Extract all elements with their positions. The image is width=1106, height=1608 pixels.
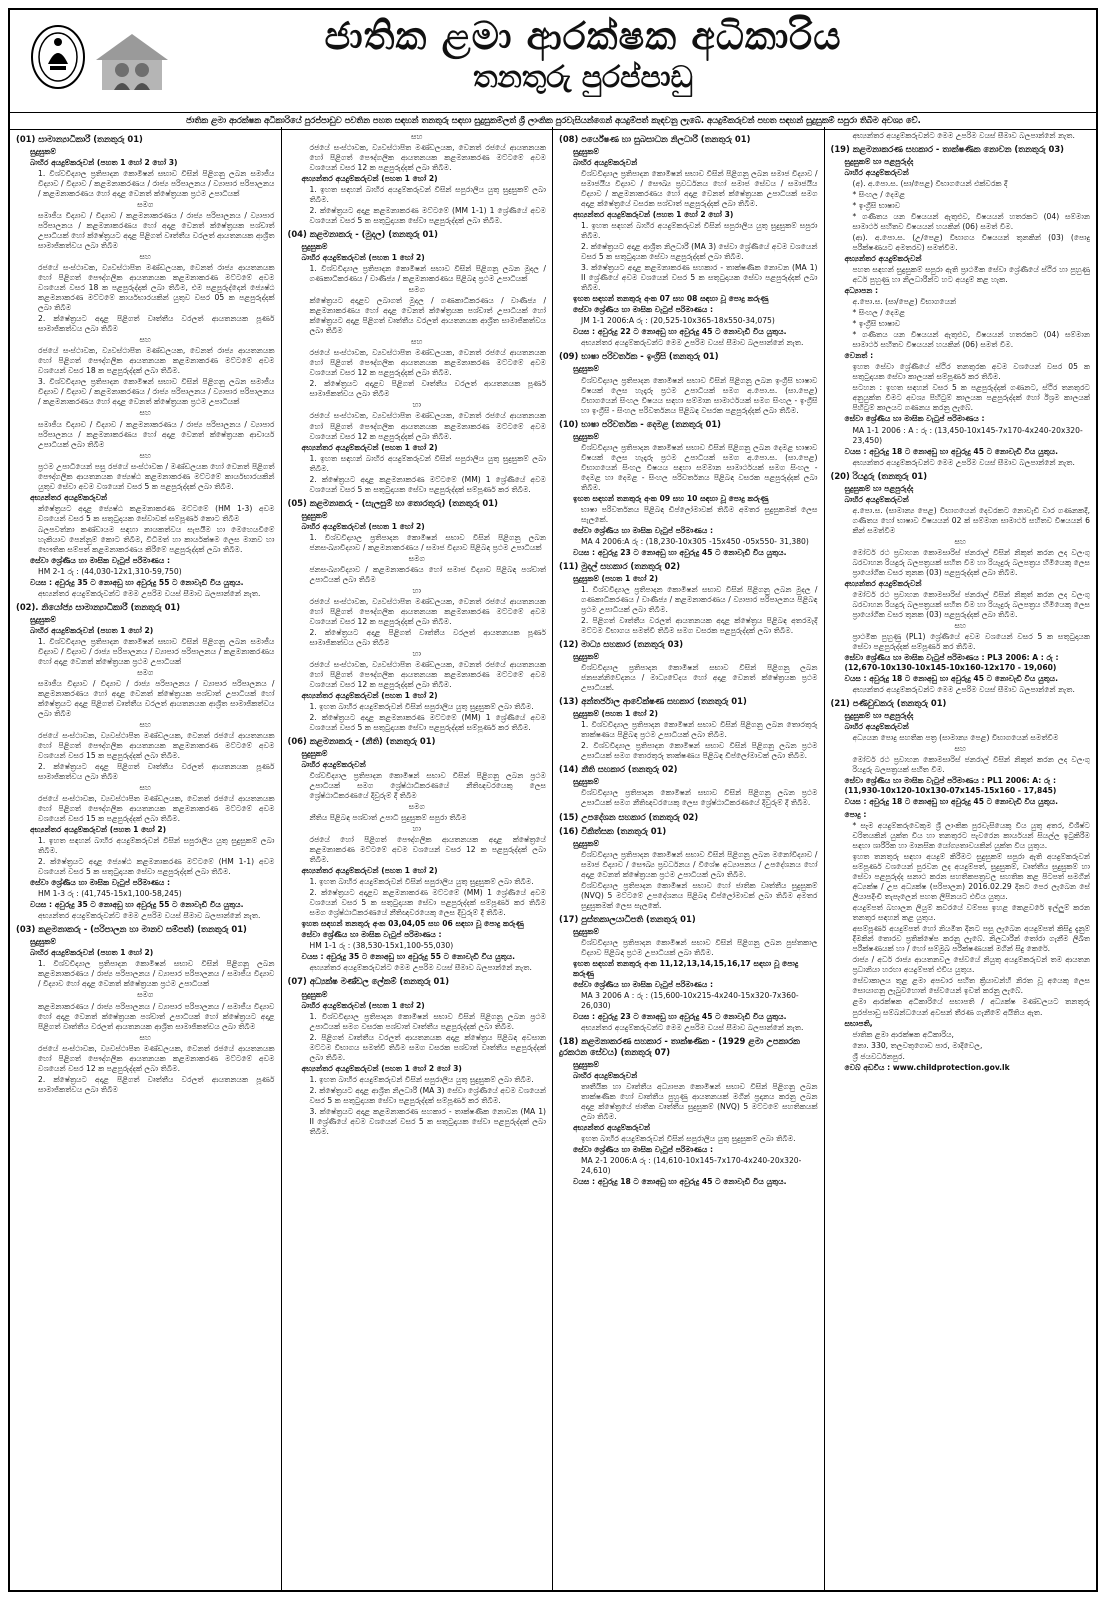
vacancy-section [559, 696, 818, 761]
conjunction-text: සමග [408, 802, 425, 812]
section-label: සුදුසුකම් හා පළපුරුද්ද [844, 711, 914, 721]
conjunction-text: සමග [137, 667, 154, 677]
section-label: සුදුසුකම් [301, 242, 328, 252]
section-text: * සිංහල / දෙමළ [852, 190, 906, 200]
section-text: ප්‍රථම උපාධියෙන් පසු රජයේ සංස්ථාවක / මණ්ඩලයක හෝ වෙනත් පිළිගත් පෞද්ගලික ආයතනයක ජ්‍යෙෂ්ඨ කළමනාකරණ මට්ටමේ කාර්යභාරයකින් යුතුව සේවා අවම වශයෙන් වසර 5 ක පළපුරුද්දක් ලබා තිබීම. [38, 461, 275, 491]
section-text: * ඉංග්‍රීසි භාෂාව [852, 319, 901, 329]
conjunction-text: සහ [411, 132, 423, 141]
section-text: * සිංහල / දෙමළ [852, 308, 906, 318]
section-title: (21) පණිවුඩකරු (තනතුරු 01) [830, 697, 947, 708]
conjunction-text: සහ [139, 408, 151, 418]
section-text: 1. විශ්වවිද්‍යාල ප්‍රතිපාදන කොමිෂන් සභාව විසින් පිළිගනු ලබන තොරතුරු තාක්ෂණය පිළිබඳ ප්‍රථම උපාධියක් ලබා තිබීම. [581, 720, 818, 740]
conjunction-text: සහ [139, 252, 151, 262]
section-label: සුදුසුකම් [573, 777, 599, 787]
section-label: බාහිර අයදුම්කරුවන් [301, 760, 366, 770]
organization-title: ජාතික ළමා ආරක්ෂක අධිකාරිය [324, 14, 842, 58]
conjunction-text: හා [412, 585, 421, 595]
section-text: * ඉංග්‍රීසි භාෂාව [852, 201, 901, 211]
section-title: (20) රියදුරු (තනතුරු 01) [830, 470, 928, 481]
section-text: (අ). අ.පො.ස. (සා/පෙළ) විභාගයෙන් එක්වරක දී [852, 179, 1008, 189]
section-text: 3. විශ්වවිද්‍යාල ප්‍රතිපාදන කොමිෂන් සභාව විසින් පිළිගනු ලබන සමාජීය විද්‍යාව / විද්‍යාව / කළමනාකරණය / රාජ්‍ය පරිපාලනය / ව්‍යාපාර පරිපාලනය / කළමනාකරණය හෝ අදාළ වෙනත් ක්ෂේත්‍රයක ප්‍රථම උපාධියක් [38, 377, 275, 407]
section-label: අභ්‍යන්තර අයදුම්කරුවන් [844, 254, 922, 264]
section-label: සුදුසුකම් [573, 1060, 599, 1070]
section-label: බාහිර අයදුම්කරුවන් [844, 168, 909, 178]
section-label: බාහිර අයදුම්කරුවන් [844, 494, 909, 504]
section-text: 3. ක්ෂේත්‍රයට අදාළ කළමනාකරණ සහකාර - තාක්ෂණික නොවන (MA 1) II ශ්‍රේණියේ අවම වශයෙන් වසර 5 ක සතුටුදායක සේවා පළපුරුද්දක් ලබා තිබීම. [581, 263, 818, 293]
section-title: (14) නීති සහකාර (තනතුරු 02) [559, 764, 678, 775]
salary-scale: MA 2-1 2006:A රු : (14,610-10x145-7x170-4x240-20x320-24,610) [581, 1156, 802, 1176]
conjunction-text: සහ [954, 536, 966, 546]
section-label: සුදුසුකම් හා පළපුරුද්ද [844, 483, 914, 493]
section-text: 2. ක්ෂේත්‍රයට අදාළ කළමනාකරණ මට්ටමේ (MM 1-1) 1 ශ්‍රේණියේ අවම වශයෙන් වසර 5 ක සතුටුදායක සේවා පළපුරුද්දක් ලබා තිබීම. [309, 206, 546, 226]
section-text: සමාජීය විද්‍යාව / විද්‍යාව / රාජ්‍ය පරිපාලනය / ව්‍යාපාර පරිපාලනය / කළමනාකරණය හෝ අදාළ වෙනත් ක්ෂේත්‍රයක පශ්චාත් උපාධියක් හෝ ක්ෂේත්‍රයට අදාළ පිළිගත් වෘත්තීය වරලත් ආයතනයක ආශ්‍රිත සාමාජිකත්වය ලබා තිබීම [38, 678, 275, 718]
section-label: සභාපති, [844, 1018, 873, 1028]
section-title: (12) මාධ්‍ය සහකාර (තනතුරු 03) [559, 639, 684, 650]
section-label: අධ්‍යාපන : [844, 286, 879, 296]
section-text: රාජ්‍ය / අර්ධ රාජ්‍ය ආයතනවල සේවයේ නියුතු අයදුම්කරුවන් තම ආයතන ප්‍රධානියා හරහා අයදුම්පත් එවිය යුතුය. [852, 955, 1090, 975]
conjunction-text: හා [412, 824, 421, 834]
section-title: (09) භාෂා පරිවර්තක - ඉංග්‍රීසි (තනතුරු 01) [559, 351, 719, 362]
section-text: 2. ක්ෂේත්‍රයට අදාළ ආශ්‍රිත නිලධාරී (MA 3) සේවා ශ්‍රේණියේ අවම වශයෙන් වසර 5 ක සතුටුදායක සේවා පළපුරුද්දක් ලබා තිබීම. [581, 242, 818, 262]
section-text: 1. විශ්වවිද්‍යාල ප්‍රතිපාදන කොමිෂන් සභාව විසින් පිළිගනු ලබන කළමනාකරණය / රාජ්‍ය පරිපාලනය / ව්‍යාපාර පරිපාලනය / සමාජීය විද්‍යාව / විද්‍යාව හෝ අදාළ වෙනත් ක්ෂේත්‍රයක ප්‍රථම උපාධියක් [38, 959, 275, 989]
section-label: අභ්‍යන්තර අයදුම්කරුවන් [30, 492, 108, 502]
section-text: විශ්වවිද්‍යාල ප්‍රතිපාදන කොමිෂන් සභාව විසින් පිළිගනු ලබන මනෝවිද්‍යාව / සමාජ විද්‍යාව / සෞඛ්‍ය ප්‍රවර්ධනය / විශේෂ අධ්‍යාපනය / උපදේශනය හෝ අදාළ වෙනත් ක්ෂේත්‍රයක ප්‍රථම උපාධියක් ලබා තිබීම. [581, 849, 818, 879]
section-label: අභ්‍යන්තර අයදුම්කරුවන් [573, 1123, 651, 1133]
conjunction-text: සහ [954, 744, 966, 754]
section-label: වයස : අවුරුදු 22 ට නොඅඩු හා අවුරුදු 45 ට නොවැඩි විය යුතුය. [573, 327, 787, 337]
section-label: පොදු : [844, 810, 867, 820]
vacancy-section [559, 812, 818, 823]
section-text: සටහන : ඉහත සඳහන් වසර 5 ක පළපුරුද්දක් ගණනට, ස්ථිර තනතුරට අනුයුක්ත වීමට අවශ්‍ය පිහිටුම් කාලයක පළපුරුද්දක් හෝ ඊශ්‍රම කාලයක් පිහිටුම් කාලයට ගණනය කරනු ලැබේ. [852, 383, 1090, 413]
section-label: සුදුසුකම් [30, 614, 56, 624]
section-text: අභ්‍යන්තර අයදුම්කරුවන්ට මෙම උපරිම වයස් සීමාව බලපාන්නේ නැත. [581, 1023, 804, 1033]
salary-scale: MA 4 2006:A රු : (18,230-10x305 -15x450 -05x550- 31,380) [581, 536, 809, 546]
section-text: ජාතික ළමා ආරක්ෂක අධිකාරිය, [852, 1029, 954, 1039]
section-text: 3. ක්ෂේත්‍රයට අදාළ කළමනාකරණ සහකාර - තාක්ෂණික නොවන (MA 1) II ශ්‍රේණියේ අවම වශයෙන් වසර 5 ක සතුටුදායක සේවා පළපුරුද්දක් ලබා තිබීම. [309, 1106, 546, 1136]
section-text: රජයේ සංස්ථාවක, ව්‍යවස්ථාපිත මණ්ඩලයක, වෙනත් රජයේ ආයතනයක හෝ පිළිගත් පෞද්ගලික ආයතනයක කළමනාකරණ මට්ටමේ අවම වශයෙන් වසර 15 ක පළපුරුද්දක් ලබා තිබීම. [38, 731, 275, 761]
section-title: (10) භාෂා පරිවර්තක - දෙමළ (තනතුරු 01) [559, 418, 722, 429]
section-label: සේවා ශ්‍රේණිය හා මාසික වැටුප් පරිමාණය : [30, 555, 170, 565]
section-text: 1. විශ්වවිද්‍යාල ප්‍රතිපාදන කොමිෂන් සභාව විසින් පිළිගනු ලබන සමාජීය විද්‍යාව / විද්‍යාව / රාජ්‍ය පරිපාලනය / ව්‍යාපාර පරිපාලනය / කළමනාකරණය හෝ අදාළ වෙනත් ක්ෂේත්‍රයක ප්‍රථම උපාධියක් [38, 636, 275, 666]
section-title: (05) කළමනාකරු - (සැලසුම් හා තොරතුරු) (තනතුරු 01) [287, 497, 498, 508]
section-title: (06) කළමනාකරු - (නීති) (තනතුරු 01) [287, 736, 436, 747]
section-label: සේවා ශ්‍රේණිය හා මාසික වැටුප් පරිමාණය : [573, 525, 713, 535]
salary-scale: HM 1-3 රු : (41,745-15x1,100-58,245) [38, 889, 182, 899]
section-text: 2. ක්ෂේත්‍රයට අදාළ ජ්‍යෙෂ්ඨ කළමනාකරණ මට්ටමේ (HM 1-1) අවම වශයෙන් වසර 5 ක සතුටුදායක සේවා පළපුරුද්දක් ලබා තිබීම. [38, 857, 275, 877]
vacancy-section [559, 639, 818, 693]
section-text: සමාජීය විද්‍යාව / විද්‍යාව / කළමනාකරණය / රාජ්‍ය පරිපාලනය / ව්‍යාපාර පරිපාලනය / කළමනාකරණය හෝ අදාළ වෙනත් ක්ෂේත්‍රයක පශ්චාත් උපාධියක් හෝ ක්ෂේත්‍රයට අදාළ පිළිගත් වෘත්තීය වරලත් ආයතනයක ආශ්‍රිත සාමාජිකත්වය ලබා තිබීම [38, 211, 275, 251]
section-text: 1. ඉහත සඳහන් බාහිර අයදුම්කරුවන් විසින් සපුරාලිය යුතු සුදුසුකම් ලබා තිබීම. [309, 453, 546, 473]
section-label: බාහිර අයදුම්කරුවන් (පහත 1 හෝ 2) [30, 948, 154, 958]
vacancy-section [559, 826, 818, 911]
section-text: 2. ක්ෂේත්‍රයට අදාළ කළමනාකරණ මට්ටමේ (MM) 1 ශ්‍රේණියේ අවම වශයෙන් වසර 5 ක සතුටුදායක සේවා පළපුරුද්දක් සම්පූර්ණ කර තිබීම. [309, 713, 546, 733]
section-label: වයස : අවුරුදු 35 ට නොඅඩු හා අවුරුදු 55 ට නොවැඩි විය යුතුය. [301, 952, 515, 962]
section-title: (17) පුස්තකාලයාධිපති (තනතුරු 01) [559, 913, 696, 924]
column-4 [825, 127, 1097, 1590]
section-text: තෘතීයික හා වෘත්තීය අධ්‍යාපන කොමිෂන් සභාව විසින් පිළිගනු ලබන තාක්ෂණික හෝ වෘත්තීය පුහුණු ආයතනයක් මගින් ප්‍රදානය කරනු ලබන අදාළ ක්ෂේත්‍රයේ ජාතික වෘත්තීය සුදුසුකම් (NVQ) 5 මට්ටමේ සහතිකයක් ලබා තිබීම. [581, 1082, 818, 1122]
section-label: සුදුසුකම් [573, 431, 599, 441]
section-text: විශ්වවිද්‍යාල ප්‍රතිපාදන කොමිෂන් සභාව විසින් පිළිගනු ලබන ප්‍රථම උපාධියක් සමග ශ්‍රේෂ්ඨාධිකරණයේ නීතිඥවරයෙකු ලෙස ශ්‍රේෂ්ඨාධිකරණයේ දිවුරුම් දී තිබීම [309, 771, 546, 801]
column-3 [553, 127, 825, 1590]
section-text: විශ්වවිද්‍යාල ප්‍රතිපාදන කොමිෂන් සභාව හෝ ජාතික වෘත්තීය සුදුසුකම් (NVQ) 5 මට්ටමේ උපදේශනය පිළිබඳ ඩිප්ලෝමාවක් ලබා තිබීම අමතර සුදුසුකමක් ලෙස සැලකේ. [581, 880, 818, 910]
section-title: (07) අධ්‍යක්ෂ මණ්ඩල ලේකම් (තනතුරු 01) [287, 976, 450, 987]
section-text: 2. ක්ෂේත්‍රයට අදාළ පිළිගත් වෘත්තීය වරලත් ආයතනයක පූර්ණ සාමාජිකත්වය ලබා තිබීම [38, 1074, 275, 1094]
section-text: 1. විශ්වවිද්‍යාල ප්‍රතිපාදන කොමිෂන් සභාව විසින් පිළිගනු ලබන සමාජීය විද්‍යාව / විද්‍යාව / කළමනාකරණය / රාජ්‍ය පරිපාලනය / ව්‍යාපාර පරිපාලනය / කළමනාකරණය හෝ අදාළ වෙනත් ක්ෂේත්‍රයක ප්‍රථම උපාධියක් [38, 169, 275, 199]
section-label: බාහිර අයදුම්කරුවන් (පහත 1 හෝ 2) [301, 253, 425, 263]
section-text: රජයේ සංස්ථාවක, ව්‍යවස්ථාපිත මණ්ඩලයක, වෙනත් රජයේ ආයතනයක හෝ පිළිගත් පෞද්ගලික ආයතනයක කළමනාකරණ මට්ටමේ අවම වශයෙන් වසර 12 ක පළපුරුද්දක් ලබා තිබීම. [309, 348, 546, 378]
section-title: (03) කළමනාකරු - (පරිපාලන හා මානව සම්පත්) (තනතුරු 01) [16, 924, 247, 935]
section-text: 2. ක්ෂේත්‍රයට අදාළව කළමනාකරණ මට්ටමේ (MM) 1 ශ්‍රේණියේ අවම වශයෙන් වසර 5 ක සතුටුදායක සේවා පළපුරුද්දක් සම්පූර්ණ කර තිබීම සමග ශ්‍රේෂ්ඨාධිකරණයේ නීතිඥවරයෙකු ලෙස දිවුරුම් දී තිබීම. [309, 888, 546, 918]
section-text: විශ්වවිද්‍යාල ප්‍රතිපාදන කොමිෂන් සභාව විසින් පිළිගනු ලබන ජනසන්නිවේදනය / මාධ්‍යවේදය හෝ අදාළ වෙනත් ක්ෂේත්‍රයක ප්‍රථම උපාධියක්. [581, 663, 818, 693]
section-label: ඉහත සඳහන් තනතුරු අංක 09 සහ 10 සඳහා වූ පොදු කරුණු [573, 493, 769, 503]
vacancy-section [288, 976, 547, 1136]
section-label: ඉහත සඳහන් තනතුරු අංක 11,12,13,14,15,16,17 සඳහා වූ පොදු කරුණු [573, 958, 799, 978]
vacancy-section [288, 498, 547, 733]
conjunction-text: සමග [408, 553, 425, 563]
section-label: අභ්‍යන්තර අයදුම්කරුවන් [844, 578, 922, 588]
section-label: සේවා ශ්‍රේණිය හා මාසික වැටුප් පරිමාණය : [573, 979, 713, 989]
section-text: නො. 330, තලවතුගොඩ පාර, මාදිවෙල, [852, 1040, 983, 1050]
section-text: 2. ක්ෂේත්‍රයට අදාළ පිළිගත් වෘත්තීය වරලත් ආයතනයක පූර්ණ සාමාජිකත්වය ලබා තිබීම [38, 314, 275, 334]
section-label: බාහිර අයදුම්කරුවන් [573, 158, 638, 168]
vacancy-section [288, 736, 547, 973]
section-text: අභ්‍යන්තර අයදුම්කරුවන්ට මෙම උපරිම වයස් සීමාව බලපාන්නේ නැත. [581, 338, 804, 348]
section-label: සේවා ශ්‍රේණිය හා මාසික වැටුප් පරිමාණය : [301, 930, 442, 940]
section-label: සේවා ශ්‍රේණිය හා මාසික වැටුප් පරිමාණය : PL1 2006: A: රු : (11,930-10x120-10x130-07x145-15x160 - 17,845) [844, 776, 1057, 796]
section-text: අභ්‍යන්තර අයදුම්කරුවන්ට මෙම උපරිම වයස් සීමාව බලපාන්නේ නැත. [852, 684, 1075, 694]
section-text: 1. විශ්වවිද්‍යාල ප්‍රතිපාදන කොමිෂන් සභාව විසින් පිළිගනු ලබන මුදල / ගණකාධිකරණය / වාණිජ්‍ය / කළමනාකරණය / ව්‍යාපාර පරිපාලනය පිළිබඳ ප්‍රථම උපාධියක් ලබා තිබීම. [581, 584, 818, 614]
section-label: වයස : අවුරුදු 18 ට නොඅඩු හා අවුරුදු 45 ට නොවැඩි විය යුතුය. [844, 446, 1058, 456]
section-text: * සෑම අයදුම්කරුවෙකුම ශ්‍රී ලාංකික පුරවැසියෙකු විය යුතු අතර, විශිෂ්ට චරිතයකින් යුක්ත විය හා තනතුරට පැවරෙන කාර්යයන් සියල්ල ඉටුකිරීම සඳහා ශාරීරික හා මානසික යෝග්‍යතාවයකින් යුක්ත විය යුතුය. [852, 821, 1090, 851]
section-label: වයස : අවුරුදු 23 ට නොඅඩු හා අවුරුදු 45 ට නොවැඩි විය යුතුය. [573, 1012, 787, 1022]
section-text: ඉහත බාහිර අයදුම්කරුවන් විසින් සපුරාලිය යුතු සුදුසුකම් ලබා තිබීම. [581, 1134, 796, 1144]
section-label: අභ්‍යන්තර අයදුම්කරුවන් (පහත 1 හෝ 2 හෝ 3) [573, 210, 734, 220]
conjunction-text: හා [412, 648, 421, 658]
column-1 [10, 127, 282, 1590]
section-text: රජයේ හෝ පිළිගත් පෞද්ගලික ආයතනයක අදාළ ක්ෂේත්‍රයේ කළමනාකරණ මට්ටමේ අවම වශයෙන් වසර 12 ක පළපුරුද්දක් ලබා තිබීම. [309, 835, 546, 865]
section-text: 1. විශ්වවිද්‍යාල ප්‍රතිපාදන කොමිෂන් සභාව විසින් පිළිගනු ලබන මුදල / ගණකාධිකරණය / වාණිජ්‍ය / කළමනාකරණය පිළිබඳ ප්‍රථම උපාධියක් [309, 264, 546, 284]
notice-title: තනතුරු පුරප්පාඩු [473, 60, 693, 95]
vacancy-section [559, 561, 818, 636]
section-label: වයස : අවුරුදු 35 ට නොඅඩු හා අවුරුදු 55 ට නොවැඩි විය යුතුය. [30, 577, 244, 587]
section-text: අ.පො.ස. (සාමාන්‍ය පෙළ) විභාගයෙන් දෙවරකට නොවැඩි වාර ගණනකදී, ගණිතය හෝ භාෂාව විෂයයන් 02 ක් සම්මාන සාමාර්ථ සහිතව විෂයයන් 6 කින් සමත්වීම [852, 505, 1090, 535]
section-text: 1. ඉහත බාහිර අයදුම්කරුවන් විසින් සපුරාලිය යුතු සුදුසුකම් ලබා තිබීම. [309, 1074, 534, 1084]
section-text: 1. ඉහත බාහිර අයදුම්කරුවන් විසින් සපුරාලිය යුතු සුදුසුකම් ලබා තිබීම. [309, 877, 534, 887]
section-text: විශ්වවිද්‍යාල ප්‍රතිපාදන කොමිෂන් සභාව විසින් පිළිගනු ලබන දෙමළ භාෂාව විෂයක් ලෙස හැදෑරූ ප්‍රථම උපාධියක් සමග අ.පො.ස. (සා.පෙළ) විභාගයෙන් සිංහල විෂයය සඳහා සම්මාන සාමාර්ථයක් සමග සිංහල - දෙමළ හා දෙමළ - සිංහල පරිවර්තනය පිළිබඳ වසරක පළපුරුද්දක් ලබා තිබීම. [581, 442, 818, 492]
section-text: 2. ක්ෂේත්‍රයට අදාළ පිළිගත් වෘත්තීය වරලත් ආයතනයක පූර්ණ සාමාජිකත්වය ලබා තිබීම [309, 627, 546, 647]
section-label: සුදුසුකම් [30, 147, 56, 157]
vacancy-section [288, 229, 547, 494]
section-label: සුදුසුකම් (පහත 1 හෝ 2) [573, 709, 658, 719]
content-columns [10, 127, 1096, 1590]
section-text: 2. ක්ෂේත්‍රයට අදාළ පිළිගත් වෘත්තීය වරලත් ආයතනයක පූර්ණ සාමාජිකත්වය ලබා තිබීම [38, 762, 275, 782]
section-text: ඉහත සේවා ශ්‍රේණියේ ස්ථිර තනතුරක අවම වශයෙන් වසර 05 ක සතුටුදායක සේවා කාලයක් සම්පූර්ණ කර තිබීම. [852, 362, 1090, 382]
section-title: (16) චිකිත්සක (තනතුරු 01) [559, 825, 667, 836]
section-text: 1. ඉහත බාහිර අයදුම්කරුවන් විසින් සපුරාලිය යුතු සුදුසුකම් ලබා තිබීම. [309, 701, 534, 711]
conjunction-text: සමග [408, 285, 425, 295]
conjunction-text: හා [412, 400, 421, 410]
section-text: කළමනාකරණය / රාජ්‍ය පරිපාලනය / ව්‍යාපාර පරිපාලනය / සමාජීය විද්‍යාව හෝ අදාළ වෙනත් ක්ෂේත්‍රයක පශ්චාත් උපාධියක් හෝ ක්ෂේත්‍රයට අදාළ පිළිගත් වෘත්තීය වරලත් ආයතනයක ආශ්‍රිත සාමාජිකත්වය ලබා තිබීම [38, 1001, 275, 1031]
vacancy-section [559, 134, 818, 348]
section-text: රජයේ සංස්ථාවක, ව්‍යවස්ථාපිත මණ්ඩලයක, වෙනත් රාජ්‍ය ආයතනයක හෝ පිළිගත් පෞද්ගලික ආයතනයක කළමනාකරණ මට්ටමේ අවම වශයෙන් වසර 18 ක පළපුරුද්දක් ලබා තිබීම. [38, 346, 275, 376]
section-label: අභ්‍යන්තර අයදුම්කරුවන් (පහත 1 හෝ 2) [30, 825, 167, 835]
section-text: විශ්වවිද්‍යාල ප්‍රතිපාදන කොමිෂන් සභාව විසින් පිළිගනු ලබන ඉංග්‍රීසි භාෂාව විෂයක් ලෙස හැදෑරූ ප්‍රථම උපාධියක් සමග අ.පො.ස. (සා.පෙළ) විභාගයෙන් සිංහල විෂයය සඳහා සම්මාන සාමාර්ථයක් සමග සිංහල - ඉංග්‍රීසි හා ඉංග්‍රීසි - සිංහල පරිවර්තනය පිළිබඳ වසරක පළපුරුද්දක් ලබා තිබීම. [581, 375, 818, 415]
conjunction-text: සහ [139, 1032, 151, 1042]
section-text: 1. විශ්වවිද්‍යාල ප්‍රතිපාදන කොමිෂන් සභාව විසින් පිළිගනු ලබන ජනසංඛ්‍යාවිද්‍යාව / කළමනාකරණය / සමාජ විද්‍යාව පිළිබඳ ප්‍රථම උපාධියක් [309, 532, 546, 552]
section-label: සුදුසුකම් [573, 652, 599, 662]
section-text: 1. ඉහත සඳහන් බාහිර අයදුම්කරුවන් විසින් සපුරාලිය යුතු සුදුසුකම් සපුරා තිබීම. [581, 221, 818, 241]
section-text: ජනසංඛ්‍යාවිද්‍යාව / කළමනාකරණය හෝ සමාජ විද්‍යාව පිළිබඳ පශ්චාත් උපාධියක් ලබා තිබීම [309, 564, 546, 584]
section-text: 1. ඉහත සඳහන් බාහිර අයදුම්කරුවන් විසින් සපුරාලිය යුතු සුදුසුකම් ලබා තිබීම. [309, 185, 546, 205]
section-text: රජයේ සංස්ථාවක, ව්‍යවස්ථාපිත මණ්ඩලයක, වෙනත් රාජ්‍ය ආයතනයක හෝ පිළිගත් පෞද්ගලික ආයතනයක කළමනාකරණ මට්ටමේ අවම වශයෙන් වසර 18 ක පළපුරුද්දක් ලබා තිබීම, එම පළපුරුද්දෙන් ජ්‍යෙෂ්ඨ කළමනාකරණ මට්ටමේ කාර්යභාරයකින් යුතුව වසර 05 ක පළපුරුද්දක් ලබා තිබීම [38, 263, 275, 313]
section-label: ඉහත සඳහන් තනතුරු අංක 07 සහ 08 සඳහා වූ පොදු කරුණු [573, 294, 769, 304]
section-text: * ගණිතය යන විෂයයන් ඇතුළුව, විෂයයන් හතරකට (04) සම්මාන සාමාර්ථ සහිතව විෂයයන් හයකින් (06) සමත් වීම. [852, 212, 1090, 232]
vacancy-section [831, 471, 1091, 695]
section-label: වයස : අවුරුදු 35 ට නොඅඩු හා අවුරුදු 55 ට නොවැඩි විය යුතුය. [30, 900, 244, 910]
section-title: (15) උපදේශන සහකාර (තනතුරු 02) [559, 811, 699, 822]
section-label: බාහිර අයදුම්කරුවන් [573, 1071, 638, 1081]
section-label: වයස : අවුරුදු 18 ට නොඅඩු හා අවුරුදු 45 ට නොවැඩි විය යුතුය. [844, 673, 1058, 683]
section-text: අධ්‍යයන පොදු සහතික පත්‍ර (සාමාන්‍ය පෙළ) විභාගයෙන් සමත්වීම [852, 733, 1059, 743]
section-text: අ.පො.ස. (සා/පෙළ) විභාගයෙන් [852, 297, 957, 307]
section-text: රජයේ සංස්ථාවක, ව්‍යවස්ථාපිත මණ්ඩලයක, වෙනත් රජයේ ආයතනයක හෝ පිළිගත් පෞද්ගලික ආයතනයක කළමනාකරණ මට්ටමේ අවම වශයෙන් වසර 12 ක පළපුරුද්දක් ලබා තිබීම. [309, 659, 546, 689]
section-label: අභ්‍යන්තර අයදුම්කරුවන් (පහත 1 හෝ 2) [301, 866, 438, 876]
column-2 [282, 127, 554, 1590]
section-text: ප්‍රාථමික පුහුණු (PL1) ශ්‍රේණියේ අවම වශයෙන් වසර 5 ක සතුටුදායක සේවා පළපුරුද්දක් සම්පූර්ණ කර තිබීම. [852, 631, 1090, 651]
section-text: විශ්වවිද්‍යාල ප්‍රතිපාදන කොමිෂන් සභාව විසින් පිළිගනු ලබන සමාජ විද්‍යාව / සමාජයීය විද්‍යාව / සෞඛ්‍ය ප්‍රවර්ධනය හෝ සමාජ සේවය / සමාජයීය විද්‍යාව / කළමනාකරණය හෝ අදාළ වෙනත් ක්ෂේත්‍රයක උපාධියක් සමග අදාළ ක්ෂේත්‍රයේ වසරක පශ්චාත් පළපුරුද්දක් ලබා තිබීම. [581, 169, 818, 209]
section-label: අභ්‍යන්තර අයදුම්කරුවන් (පහත 1 හෝ 2) [301, 690, 438, 700]
salary-scale: HM 1-1 රු : (38,530-15x1,100-55,030) [309, 941, 454, 951]
section-label: වයස : අවුරුදු 23 ට නොඅඩු හා අවුරුදු 45 ට නොවැඩි විය යුතුය. [573, 547, 787, 557]
section-label: සුදුසුකම් [301, 749, 328, 759]
section-text: ඉහත තනතුරු සඳහා අයදුම් කිරීමට සුදුසුකම් සපුරා ඇති අයදුම්කරුවන් සම්පූර්ණ වශයෙන් පුරවන ලද අයදුම්පත්, සුදුසුකම්, වෘත්තීය සුදුසුකම් හා සේවා පළපුරුද්ද සනාථ කරන සහතිකපත්‍රවල සහතික කළ පිටපත් සමගින් අධ්‍යක්ෂ / උප අධ්‍යක්ෂ (පරිපාලන) 2016.02.29 දිනට පෙර ලැබෙන සේ ලියාපදිංචි තැපෑලෙන් පහත ලිපිනයට එවිය යුතුය. [852, 852, 1090, 902]
section-label: සුදුසුකම් [573, 364, 599, 374]
section-text: (ආ). අ.පො.ස. (උ/පෙළ) විභාගය විෂයයන් තුනකින් (03) (පොදු පරීක්ෂණයට අමතරව) සමත්වීම. [852, 233, 1090, 253]
section-text: 2. ක්ෂේත්‍රයට අදාළ ආශ්‍රිත නිලධාරී (MA 3) සේවා ශ්‍රේණියේ අවම වශයෙන් වසර 5 ක සතුටුදායක සේවා පළපුරුද්දක් සම්පූර්ණ කර තිබීම. [309, 1085, 546, 1105]
section-text: අභ්‍යන්තර අයදුම්කරුවන්ට මෙම උපරිම වයස් සීමාව බලපාන්නේ නැත. [309, 963, 532, 973]
section-text: රජයේ සංස්ථාවක, ව්‍යවස්ථාපිත මණ්ඩලයක, වෙනත් රජයේ ආයතනයක හෝ පිළිගත් පෞද්ගලික ආයතනයක කළමනාකරණ මට්ටමේ අවම වශයෙන් වසර 12 ක පළපුරුද්දක් ලබා තිබීම. [38, 1043, 275, 1073]
conjunction-text: සහ [954, 620, 966, 630]
section-label: අභ්‍යන්තර අයදුම්කරුවන් (පහත 1 හෝ 2) [301, 174, 438, 184]
salary-scale: HM 2-1 රු : (44,030-12x1,310-59,750) [38, 566, 182, 576]
section-label: සේවා ශ්‍රේණිය හා මාසික වැටුප් පරිමාණය : [573, 305, 713, 315]
vacancy-section [559, 1036, 818, 1187]
section-text: රජයේ සංස්ථාවක, ව්‍යවස්ථාපිත මණ්ඩලයක, වෙනත් රජයේ ආයතනයක හෝ පිළිගත් පෞද්ගලික ආයතනයක කළමනාකරණ මට්ටමේ අවම වශයෙන් වසර 12 ක පළපුරුද්දක් ලබා තිබීම. [309, 596, 546, 626]
conjunction-text: සහ [411, 337, 423, 347]
salary-scale: MA 3 2006 A : රු : (15,600-10x215-4x240-15x320-7x360-26,030) [581, 990, 799, 1010]
conjunction-text: සහ [139, 450, 151, 460]
vacancy-section [559, 419, 818, 558]
section-title: (13) අන්තර්ජාල ආවේක්ෂණ සහකාර (තනතුරු 01) [559, 696, 747, 707]
section-text: 1. විශ්වවිද්‍යාල ප්‍රතිපාදන කොමිෂන් සභාව විසින් පිළිගනු ලබන ප්‍රථම උපාධියක් සමග වසරක පශ්චාත් වෘත්තීය පළපුරුද්දක් ලබා තිබීම. [309, 1011, 546, 1031]
conjunction-text: සහ [139, 720, 151, 730]
section-label: සුදුසුකම් [573, 838, 599, 848]
vacancy-section [831, 810, 1091, 1072]
section-text: මෝටර් රථ ප්‍රවාහන කොමසාරිස් ජනරාල් විසින් නිකුත් කරන ලද වලංගු රියදුරු බලපත්‍රයක් සහිත වීම. [852, 755, 1090, 775]
section-label: බාහිර අයදුම්කරුවන් (පහත 1 හෝ 2) [301, 1000, 425, 1010]
salary-scale: JM 1-1 2006:A රු : (20,525-10x365-18x550-34,075) [581, 316, 775, 326]
section-text: අභ්‍යන්තර අයදුම්කරුවන්ට මෙම උපරිම වයස් සීමාව බලපාන්නේ නැත. [852, 457, 1075, 467]
section-label: සුදුසුකම් [30, 937, 56, 947]
section-text: * ගණිතය යන විෂයයන් ඇතුළුව, විෂයයන් හතරකට (04) සම්මාන සාමාර්ථ සහිතව විෂයයන් හයකින් (06) සමත් වීම. [852, 330, 1090, 350]
section-text: 2. ක්ෂේත්‍රයට අදාළව පිළිගත් වෘත්තීය වරලත් ආයතනයක පූර්ණ සාමාජිකත්වය ලබා තිබීම [309, 379, 546, 399]
vacancy-section [831, 144, 1091, 468]
section-text: නීතිය පිළිබඳ පශ්චාත් උපාධි සුදුසුකම් සපුරා තිබීම [309, 813, 467, 823]
section-title: (19) කළමනාකරණ සහකාර - තාක්ෂණික නොවන (තනතුරු 03) [830, 144, 1064, 155]
section-text: අභ්‍යන්තර අයදුම්කරුවන්ට මෙම උපරිම වයස් සීමාව බලපාන්නේ නැත. [852, 131, 1075, 140]
section-text: රජයේ සංස්ථාවක, ව්‍යවස්ථාපිත මණ්ඩලයක, වෙනත් රජයේ ආයතනයක හෝ පිළිගත් පෞද්ගලික ආයතනයක කළමනාකරණ මට්ටමේ අවම වශයෙන් වසර 15 ක පළපුරුද්දක් ලබා තිබීම. [38, 794, 275, 824]
section-label: සුදුසුකම් [301, 989, 328, 999]
intro-text: ජාතික ළමා ආරක්ෂක අධිකාරියේ පුරප්පාඩුව පවතින පහත සඳහන් තනතුරු සඳහා සුදුසුකම්ලත් ශ්‍රී ලාංකික පුරවැසියන්ගෙන් අයදුම්පත් කැඳවනු ලැබේ. අයදුම්කරුවන් පහත සඳහන් සුදුසුකම් සපුරා තිබීම අවශ්‍ය වේ. [10, 113, 1096, 130]
section-text: පහත සඳහන් සුදුසුකම් සපුරා ඇති ප්‍රාථමික සේවා ශ්‍රේණියේ ස්ථිර හා පුහුණු අර්ධ පුහුණු හා නිලධාරීන්ට හට අයදුම් කළ හැක. [852, 265, 1090, 285]
salary-scale: MA 1-1 2006 : A : රු : (13,450-10x145-7x170-4x240-20x320-23,450) [852, 425, 1083, 445]
vacancy-section [831, 698, 1091, 807]
section-label: බාහිර අයදුම්කරුවන් (පහත 1 හෝ 2 හෝ 3) [30, 158, 178, 168]
vacancy-section [16, 602, 275, 922]
vacancy-section [16, 924, 275, 1094]
section-label: වෙබ් අඩවිය : www.childprotection.gov.lk [844, 1062, 1010, 1072]
section-label: අභ්‍යන්තර අයදුම්කරුවන් (පහත 1 හෝ 2 හෝ 3) [301, 1063, 462, 1073]
section-title: (04) කළමනාකරු - (මුදල) (තනතුරු 01) [287, 229, 438, 240]
conjunction-text: සමග [137, 200, 154, 210]
section-text: 2. පිළිගත් වෘත්තීය වරලත් ආයතනයක අදාළ ක්ෂේත්‍රය පිළිබඳ අතරමැදි මට්ටම විභාගය සමත්වී තිබීම සමග වසරක පළපුරුද්දක් ලබා තිබීම. [581, 616, 818, 636]
section-text: 1. ඉහත සඳහන් බාහිර අයදුම්කරුවන් විසින් සපුරාලිය යුතු සුදුසුකම් ලබා තිබීම. [38, 836, 275, 856]
section-text: රජයේ සංස්ථාවක, ව්‍යවස්ථාපිත මණ්ඩලයක, වෙනත් රජයේ ආයතනයක හෝ පිළිගත් පෞද්ගලික ආයතනයක කළමනාකරණ මට්ටමේ අවම වශයෙන් වසර 12 ක පළපුරුද්දක් ලබා තිබීම. [309, 411, 546, 441]
section-label: වයස : අවුරුදු 18 ට නොඅඩු හා අවුරුදු 45 ට නොවැඩි විය යුතුය. [844, 797, 1058, 807]
section-text: සමාජීය විද්‍යාව / විද්‍යාව / කළමනාකරණය / රාජ්‍ය පරිපාලනය / ව්‍යාපාර පරිපාලනය / කළමනාකරණය හෝ අදාළ වෙනත් ක්ෂේත්‍රයක ආචාර්ය උපාධියක් ලබා තිබීම [38, 419, 275, 449]
section-label: සුදුසුකම් හා පළපුරුද්ද [844, 157, 914, 167]
vacancy-section [831, 131, 1091, 141]
section-text: 2. පිළිගත් වෘත්තීය වරලත් ආයතනයක අදාළ ක්ෂේත්‍රය පිළිබඳ අවසාන මට්ටම විභාගය සමත්වී තිබීම සමග වසරක පශ්චාත් වෘත්තීය පළපුරුද්දක් ලබා තිබීම. [309, 1032, 546, 1062]
vacancy-section [559, 914, 818, 1033]
section-title: (18) කළමනාකරණ සහකාර - තාක්ෂණික - (1929 ළමා උපකාරක දුරකථන සේවය) (තනතුරු 07) [559, 1036, 800, 1058]
section-label: අභ්‍යන්තර අයදුම්කරුවන් (පහත 1 හෝ 2) [301, 442, 438, 452]
conjunction-text: සහ [139, 335, 151, 345]
section-label: සේවා ශ්‍රේණිය හා මාසික වැටුප් පරිමාණය : PL3 2006: A : රු : (12,670-10x130-10x145-10x160-12x170 - 19,060) [844, 652, 1059, 672]
section-text: මෝටර් රථ ප්‍රවාහන කොමසාරිස් ජනරාල් විසින් නිකුත් කරන ලද වලංගු බරවාහන රියදුරු බලපත්‍රයක් සහිත වීම හා රියැදුරු බලපත්‍රය හිමියෙකු ලෙස ප්‍රායෝගික වසර තුනක (03) පළපුරුද්දක් ලබා තිබීම. [852, 547, 1090, 577]
section-text: බලපවත්නා කණ්ඩායම සඳහා නායකත්වය සැපයීම හා මෙහෙයවීමේ හැකියාව පෙන්නුම් කොට තිබීම, විධිමත් හා කාර්යක්ෂම ලෙස මානව හා භෞතික සම්පත් කළමනාකරණය කිරීමේ පළපුරුද්දක් ලබා තිබීම. [38, 524, 275, 554]
section-text: ක්ෂේත්‍රයට අදාළ ජ්‍යෙෂ්ඨ කළමනාකරණ මට්ටමේ (HM 1-3) අවම වශයෙන් වසර 5 ක සතුටුදායක සේවාවක් සම්පූර්ණ කොට තිබීම [38, 503, 275, 523]
section-title: (08) පර්යේෂණ හා සුබසාධන නිලධාරී (තනතුරු 01) [559, 134, 751, 144]
section-label: සේවා ශ්‍රේණිය හා මාසික වැටුප් පරිමාණය : [844, 414, 985, 424]
section-label: ඉහත සඳහන් තනතුරු අංක 03,04,05 සහ 06 සඳහා වූ පොදු කරුණු [301, 919, 524, 929]
section-label: වයස : අවුරුදු 18 ට නොඅඩු හා අවුරුදු 45 ට නොවැඩි විය යුතුය. [573, 1177, 787, 1187]
section-text: අසම්පූර්ණ අයදුම්පත් හෝ නියමිත දිනට පසු ලැබෙන අයදුම්පත් කිසිදු දැනුම් දීමකින් තොරව ප්‍රතික්ෂේප කරනු ලැබේ. නිලධාරීන් තෝරා ගැනීම ලිඛිත පරීක්ෂණයක් හා / හෝ සම්මුඛ පරීක්ෂණයක් මගින් සිදු කෙරේ. [852, 924, 1090, 954]
section-label: වෙනත් : [844, 351, 874, 361]
section-text: 2. ක්ෂේත්‍රයට අදාළ කළමනාකරණ මට්ටමේ (MM) 1 ශ්‍රේණියේ අවම වශයෙන් වසර 5 ක සතුටුදායක සේවා පළපුරුද්දක් සම්පූර්ණ කර තිබීම. [309, 474, 546, 494]
section-label: බාහිර අයදුම්කරුවන් (පහත 1 හෝ 2) [30, 625, 154, 635]
section-text: රජයේ සංස්ථාවක, ව්‍යවස්ථාපිත මණ්ඩලයක, වෙනත් රජයේ ආයතනයක හෝ පිළිගත් පෞද්ගලික ආයතනයක කළමනාකරණ මට්ටමේ අවම වශයෙන් වසර 12 ක පළපුරුද්දක් ලබා තිබීම. [309, 143, 546, 173]
section-label: සේවා ශ්‍රේණිය හා මාසික වැටුප් පරිමාණය : [573, 1145, 713, 1155]
section-text: ක්ෂේත්‍රයට අදාළව ලබාගත් මුදල / ගණකාධිකරණය / වාණිජ්‍ය / කළමනාකරණය හෝ අදාළ වෙනත් ක්ෂේත්‍රයක පශ්චාත් උපාධියක් හෝ ක්ෂේත්‍රයට අදාළ පිළිගත් වෘත්තීය වරලත් ආයතනයක ආශ්‍රිත සාමාජිකත්වය ලබා තිබීම [309, 296, 546, 336]
section-text: අයදුම්පත් බහාලන ලියුම් කවරයේ වම්පස ඉහළ කෙළවරේ ඉල්ලුම් කරන තනතුර සඳහන් කළ යුතුය. [852, 903, 1090, 923]
vacancy-section [559, 351, 818, 415]
section-text: විශ්වවිද්‍යාල ප්‍රතිපාදන කොමිෂන් සභාව විසින් පිළිගනු ලබන ප්‍රථම උපාධියක් සමග නීතිඥවරයෙකු ලෙස ශ්‍රේෂ්ඨාධිකරණයේ දිවුරුම් දී තිබීම. [581, 788, 818, 808]
vacancy-section [288, 132, 547, 226]
vacancy-section [559, 764, 818, 808]
section-label: සුදුසුකම් [301, 510, 328, 520]
notice-header [10, 10, 1096, 113]
vacancy-section [16, 134, 275, 599]
section-label: සේවා ශ්‍රේණිය හා මාසික වැටුප් පරිමාණය : [30, 878, 170, 888]
section-text: සේවාකාලය තුළ ළමා අපචාර සහිත ක්‍රියාවන්හි නිරත වූ අයෙකු ලෙස සොයාගනු ලැබුවහොත් සේවයෙන් ඉවත් කරනු ලැබේ. [852, 976, 1090, 996]
section-text: විශ්වවිද්‍යාල ප්‍රතිපාදන කොමිෂන් සභාව විසින් පිළිගනු ලබන පුස්තකාල විද්‍යාව පිළිබඳ ප්‍රථම උපාධියක් ලබා තිබීම. [581, 937, 818, 957]
section-label: සුදුසුකම් (පහත 1 හෝ 2) [573, 573, 658, 583]
section-label: සුදුසුකම් [573, 926, 599, 936]
section-text: ළමා ආරක්ෂක අධිකාරියේ සභාපති / අධ්‍යක්ෂ මණ්ඩලයට තනතුරු පුරප්පාඩු සම්බන්ධයෙන් අවසන් තීරණ ගැනීමේ අයිතිය ඇත. [852, 997, 1090, 1017]
conjunction-text: සහ [139, 783, 151, 793]
section-text: 2. විශ්වවිද්‍යාල ප්‍රතිපාදන කොමිෂන් සභාව විසින් පිළිගනු ලබන ප්‍රථම උපාධියක් සමග තොරතුරු තාක්ෂණය පිළිබඳ ඩිප්ලෝමාවක් ලබා තිබීම. [581, 741, 818, 761]
section-text: මෝටර් රථ ප්‍රවාහන කොමසාරිස් ජනරාල් විසින් නිකුත් කරන ලද වලංගු බරවාහන රියදුරු බලපත්‍රයක් සහිත වීම හා රියැදුරු බලපත්‍රය හිමියෙකු ලෙස ප්‍රායෝගික වසර තුනක (03) පළපුරුද්දක් ලබා තිබීම. [852, 589, 1090, 619]
section-label: සුදුසුකම් [573, 147, 599, 157]
section-title: (02). නියෝජ්‍ය සාමාන්‍යාධිකාරී (තනතුරු 01) [16, 601, 181, 612]
section-title: (01) සාමාන්‍යාධිකාරී (තනතුරු 01) [16, 134, 143, 144]
vacancy-notice-page [8, 8, 1098, 1592]
section-label: බාහිර අයදුම්කරුවන් [844, 722, 909, 732]
section-label: බාහිර අයදුම්කරුවන් (පහත 1 හෝ 2) [301, 521, 425, 531]
section-text: අභ්‍යන්තර අයදුම්කරුවන්ට මෙම උපරිම වයස් සීමාව බලපාන්නේ නැත. [38, 911, 261, 921]
section-text: අභ්‍යන්තර අයදුම්කරුවන්ට මෙම උපරිම වයස් සීමාව බලපාන්නේ නැත. [38, 588, 261, 598]
section-title: (11) මුදල් සහකාර (තනතුරු 02) [559, 560, 681, 571]
section-text: ශ්‍රී ජයවර්ධනපුර. [852, 1051, 905, 1061]
conjunction-text: සමග [137, 990, 154, 1000]
section-text: භාෂා පරිවර්තනය පිළිබඳ ඩිප්ලෝමාවක් තිබීම අමතර සුදුසුකමක් ලෙස සැලකේ. [581, 504, 818, 524]
